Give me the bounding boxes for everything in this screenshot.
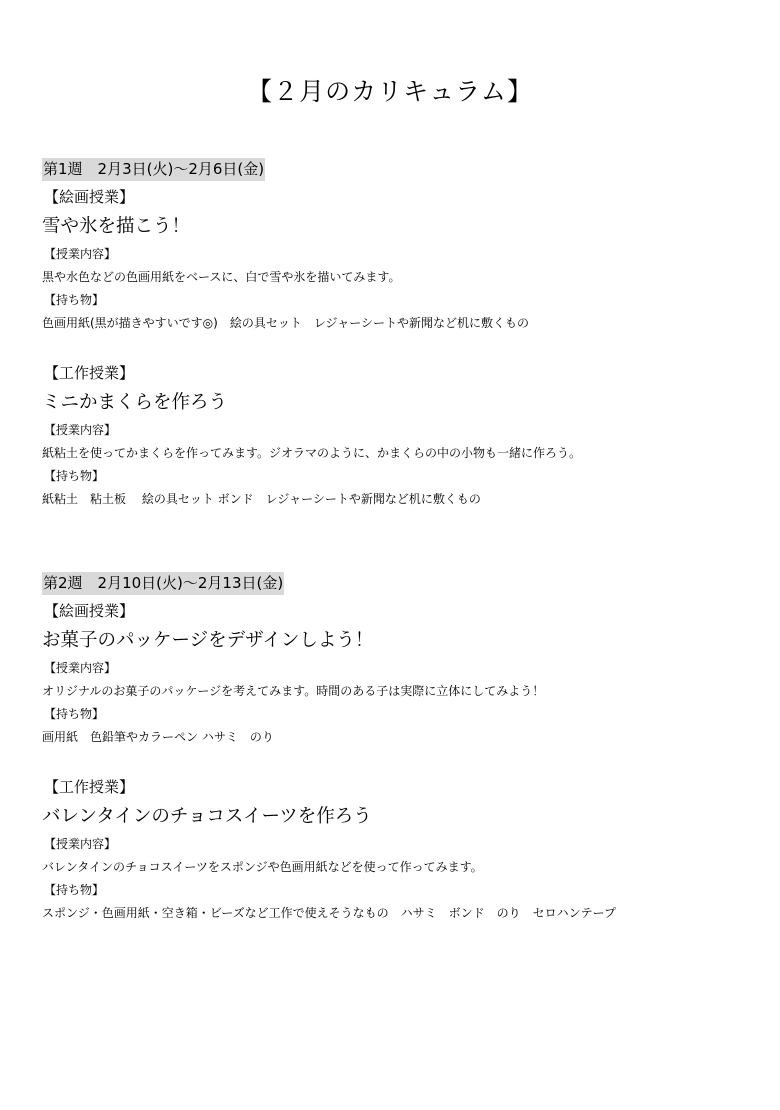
lesson-title: ミニかまくらを作ろう bbox=[42, 392, 228, 413]
section-label: 【工作授業】 bbox=[44, 778, 135, 796]
week-1 bbox=[42, 158, 742, 511]
painting-lesson bbox=[42, 598, 742, 749]
content-label: 【授業内容】 bbox=[44, 661, 117, 675]
painting-lesson bbox=[42, 184, 742, 335]
section-label: 【絵画授業】 bbox=[44, 188, 135, 206]
items-list: 紙粘土 粘土板 絵の具セット ボンド レジャーシートや新聞など机に敷くもの bbox=[42, 492, 481, 506]
items-label: 【持ち物】 bbox=[44, 293, 105, 307]
lesson-title: バレンタインのチョコスイーツを作ろう bbox=[42, 806, 372, 827]
lesson-content: 紙粘土を使ってかまくらを作ってみます。ジオラマのように、かまくらの中の小物も一緒に作ろう。 bbox=[42, 446, 582, 460]
page-title: 【２月のカリキュラム】 bbox=[247, 77, 533, 106]
section-label: 【工作授業】 bbox=[44, 364, 135, 382]
content-label: 【授業内容】 bbox=[44, 423, 117, 437]
lesson-content: バレンタインのチョコスイーツをスポンジや色画用紙などを使って作ってみます。 bbox=[42, 860, 483, 874]
craft-lesson bbox=[42, 360, 742, 511]
week-heading: 第1週 2月3日(火)〜2月6日(金) bbox=[42, 158, 265, 181]
items-list: 色画用紙(黒が描きやすいです◎) 絵の具セット レジャーシートや新聞など机に敷くもの bbox=[42, 316, 530, 330]
week-2 bbox=[42, 572, 742, 925]
content-label: 【授業内容】 bbox=[44, 247, 117, 261]
lesson-content: オリジナルのお菓子のパッケージを考えてみます。時間のある子は実際に立体にしてみよう！ bbox=[42, 684, 545, 698]
items-label: 【持ち物】 bbox=[44, 707, 105, 721]
items-label: 【持ち物】 bbox=[44, 883, 105, 897]
items-list: 画用紙 色鉛筆やカラーペン ハサミ のり bbox=[42, 730, 274, 744]
lesson-title: 雪や氷を描こう！ bbox=[42, 216, 191, 237]
items-list: スポンジ・色画用紙・空き箱・ビーズなど工作で使えそうなもの ハサミ ボンド のり セロハンテープ bbox=[42, 906, 617, 920]
items-label: 【持ち物】 bbox=[44, 469, 105, 483]
craft-lesson bbox=[42, 774, 742, 925]
lesson-content: 黒や水色などの色画用紙をベースに、白で雪や氷を描いてみます。 bbox=[42, 270, 401, 284]
section-label: 【絵画授業】 bbox=[44, 602, 135, 620]
week-heading: 第2週 2月10日(火)〜2月13日(金) bbox=[42, 572, 284, 595]
content-label: 【授業内容】 bbox=[44, 837, 117, 851]
lesson-title: お菓子のパッケージをデザインしよう！ bbox=[42, 630, 374, 651]
